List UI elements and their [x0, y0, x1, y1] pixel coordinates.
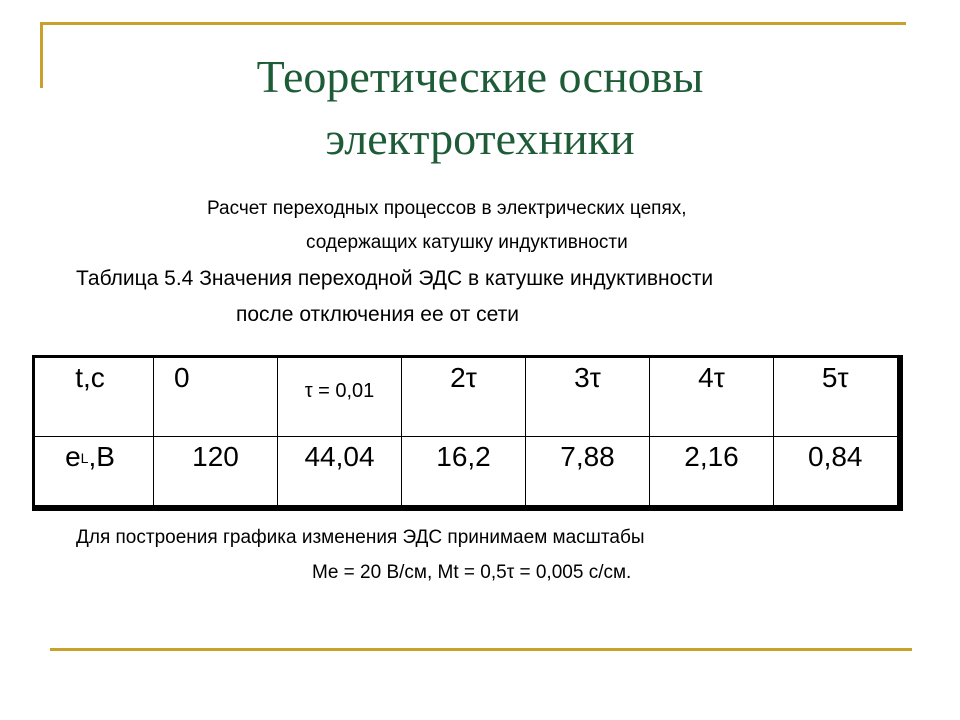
table-row-emf [34, 437, 900, 509]
row-header-emf [34, 437, 154, 509]
table-cell: 44,04 [278, 437, 402, 509]
table-cell-text: τ = 0,01 [304, 380, 375, 402]
table-cell: 2,16 [650, 437, 774, 509]
row-header-time: t,c [34, 357, 154, 437]
emf-subscript: L [80, 450, 89, 466]
emf-unit: ,B [88, 441, 115, 472]
table-cell: 16,2 [402, 437, 526, 509]
table-cell: 2τ [402, 357, 526, 437]
table-caption-line-1: Таблица 5.4 Значения переходной ЭДС в катушке индуктивности [76, 267, 714, 290]
table-cell [278, 357, 402, 437]
top-decorative-rule [40, 22, 906, 25]
table-cell: 4τ [650, 357, 774, 437]
table-cell: 0,84 [774, 437, 900, 509]
transient-emf-table [32, 355, 903, 511]
table-cell: 7,88 [526, 437, 650, 509]
bottom-decorative-rule [50, 648, 912, 651]
table-caption-line-2: после отключения ее от сети [236, 303, 519, 326]
slide-title-line-1: Теоретические основы [256, 51, 704, 102]
emf-symbol: e [65, 441, 81, 472]
table-cell: 120 [154, 437, 278, 509]
scale-note-line-1: Для построения графика изменения ЭДС принимаем масштабы [76, 527, 645, 548]
table-row-time [34, 357, 900, 437]
table-cell: 3τ [526, 357, 650, 437]
table-cell: 5τ [774, 357, 900, 437]
scale-note-line-2: Me = 20 В/см, Mt = 0,5τ = 0,005 с/см. [312, 562, 632, 583]
table-cell: 0 [154, 357, 278, 437]
subtitle-line-2: содержащих катушку индуктивности [306, 232, 628, 253]
subtitle-line-1: Расчет переходных процессов в электрических цепях, [207, 198, 687, 219]
slide-title-line-2: электротехники [325, 113, 635, 164]
